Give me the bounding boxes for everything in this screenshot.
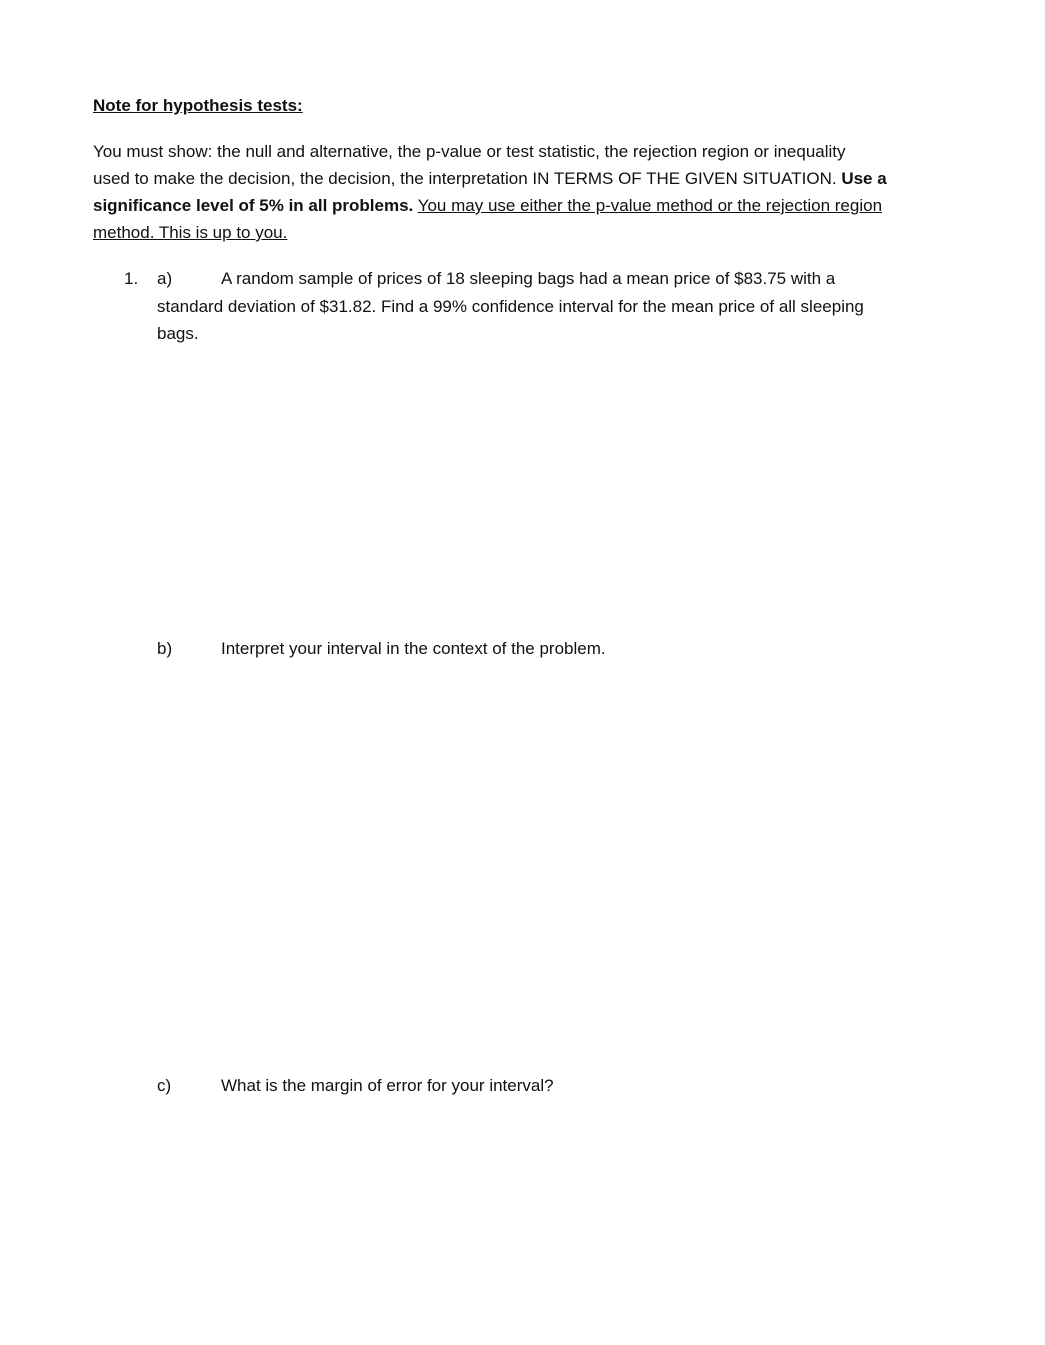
note-title: Note for hypothesis tests: xyxy=(93,96,303,115)
part-b-text: Interpret your interval in the context of the problem. xyxy=(221,639,606,658)
part-c-label: c) xyxy=(157,1076,172,1095)
note-line-2-bold: Use a xyxy=(841,169,887,188)
note-line-2 xyxy=(93,165,923,192)
part-a-line-1: A random sample of prices of 18 sleeping bags had a mean price of $83.75 with a xyxy=(221,269,836,288)
note-line-3 xyxy=(93,192,923,219)
part-c-text: What is the margin of error for your interval? xyxy=(221,1076,554,1095)
note-line-4: method. This is up to you. xyxy=(93,223,288,242)
note-line-1: You must show: the null and alternative, the p-value or test statistic, the rejection region or inequality xyxy=(93,142,846,161)
part-a-line-3: bags. xyxy=(157,324,199,343)
note-line-3-underlined: You may use either the p-value method or the rejection region xyxy=(417,196,883,215)
part-b-label: b) xyxy=(157,639,173,658)
question-number: 1. xyxy=(124,269,139,288)
note-body xyxy=(93,138,923,246)
note-line-2-text: used to make the decision, the decision, the interpretation IN TERMS OF THE GIVEN SITUATION. xyxy=(93,169,842,188)
part-a-line-2: standard deviation of $31.82. Find a 99% confidence interval for the mean price of all sleeping xyxy=(157,297,864,316)
part-a-label: a) xyxy=(157,269,173,288)
note-line-3-bold: significance level of 5% in all problems. xyxy=(93,196,414,215)
